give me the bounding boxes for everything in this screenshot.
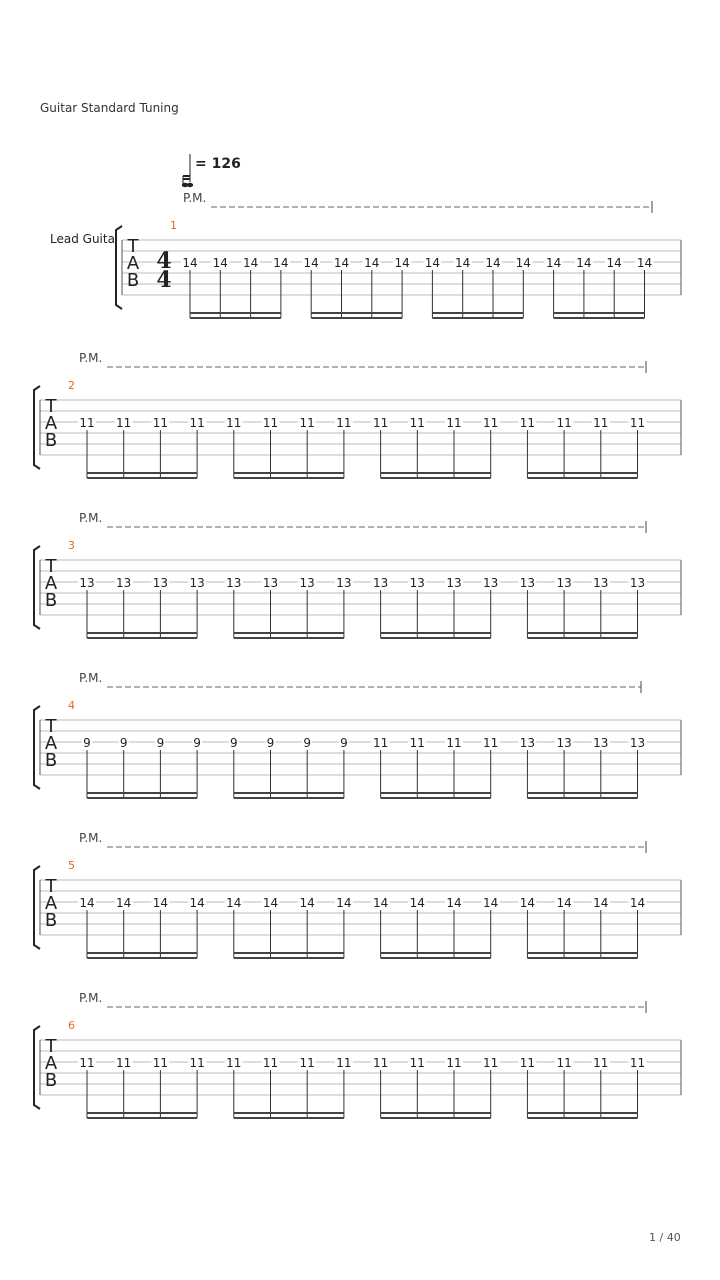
tab-note: 13 <box>226 576 242 590</box>
tab-note: 14 <box>242 256 259 270</box>
measure-number: 5 <box>68 859 75 872</box>
tab-note: 11 <box>336 1056 352 1070</box>
tab-system-1 <box>0 190 720 350</box>
tab-note: 13 <box>519 576 536 590</box>
tab-note: 14 <box>303 256 319 270</box>
tab-note: 14 <box>394 256 410 270</box>
tab-note: 14 <box>336 896 352 910</box>
tab-system-6 <box>0 990 720 1150</box>
measure-number: 4 <box>68 699 75 712</box>
tab-note: 11 <box>116 1056 132 1070</box>
tab-note: 14 <box>606 256 622 270</box>
tab-clef-letter: B <box>44 910 58 931</box>
tab-note: 14 <box>333 256 350 270</box>
tab-note: 11 <box>409 1056 425 1070</box>
time-signature-bottom: 4 <box>156 267 172 293</box>
tab-note: 11 <box>372 736 389 750</box>
tab-note: 13 <box>629 736 646 750</box>
page-number: 1 / 40 <box>649 1231 681 1244</box>
tab-note: 14 <box>424 256 441 270</box>
tab-note: 13 <box>262 576 279 590</box>
tab-clef-letter: T <box>45 716 57 737</box>
tab-note: 11 <box>372 1056 389 1070</box>
tab-note: 14 <box>545 256 562 270</box>
tab-note: 11 <box>152 416 169 430</box>
palm-mute-label: P.M. <box>183 191 207 205</box>
tab-note: 13 <box>372 576 389 590</box>
tab-note: 9 <box>266 736 275 750</box>
tab-note: 11 <box>336 416 352 430</box>
measure-number: 6 <box>68 1019 75 1032</box>
tab-note: 14 <box>515 256 531 270</box>
tab-note: 14 <box>152 896 169 910</box>
tab-note: 13 <box>556 576 572 590</box>
tab-system-5 <box>0 830 720 990</box>
staff-bracket <box>34 546 40 629</box>
tab-note: 14 <box>483 896 499 910</box>
tab-clef-letter: B <box>44 590 58 611</box>
tab-clef-letter: B <box>44 430 58 451</box>
tab-staff <box>0 190 720 350</box>
tab-note: 9 <box>193 736 201 750</box>
tab-clef-letter: T <box>127 236 139 257</box>
tab-clef-letter: A <box>44 1053 58 1074</box>
tab-note: 14 <box>556 896 572 910</box>
tab-note: 14 <box>576 256 592 270</box>
tab-note: 14 <box>226 896 242 910</box>
tab-note: 11 <box>593 1056 609 1070</box>
staff-bracket <box>34 866 40 949</box>
tab-note: 14 <box>182 256 198 270</box>
tab-note: 14 <box>189 896 205 910</box>
staff-bracket <box>34 386 40 469</box>
tab-note: 11 <box>299 1056 315 1070</box>
tab-note: 11 <box>262 416 279 430</box>
tab-note: 14 <box>485 256 501 270</box>
tab-note: 13 <box>409 576 425 590</box>
tab-note: 13 <box>593 736 609 750</box>
tab-note: 14 <box>273 256 289 270</box>
tempo-value: = 126 <box>195 156 241 172</box>
tab-note: 11 <box>446 416 462 430</box>
staff-bracket <box>34 1026 40 1109</box>
tab-note: 11 <box>189 1056 205 1070</box>
tab-clef-letter: A <box>126 253 140 274</box>
tab-note: 11 <box>593 416 609 430</box>
tab-system-4 <box>0 670 720 830</box>
palm-mute-label: P.M. <box>79 351 103 365</box>
track-name: Lead Guita <box>50 232 115 246</box>
tab-note: 11 <box>483 416 499 430</box>
tab-note: 14 <box>446 896 462 910</box>
tab-note: 14 <box>593 896 609 910</box>
tab-clef-letter: T <box>45 556 57 577</box>
tab-note: 11 <box>262 1056 279 1070</box>
palm-mute-label: P.M. <box>79 831 103 845</box>
tab-clef-letter: B <box>44 1070 58 1091</box>
measure-number: 2 <box>68 379 75 392</box>
sixteenth-note-icon <box>181 152 195 190</box>
tab-clef-letter: T <box>45 1036 57 1057</box>
tab-note: 14 <box>629 896 646 910</box>
tab-clef-letter: A <box>44 733 58 754</box>
tab-clef-letter: A <box>44 573 58 594</box>
tab-note: 13 <box>446 576 462 590</box>
tab-note: 11 <box>629 416 646 430</box>
tab-note: 11 <box>446 1056 462 1070</box>
tab-system-3 <box>0 510 720 670</box>
tab-note: 11 <box>483 736 499 750</box>
tab-note: 13 <box>519 736 536 750</box>
palm-mute-label: P.M. <box>79 991 103 1005</box>
time-signature-top: 4 <box>156 248 172 274</box>
measure-number: 3 <box>68 539 75 552</box>
tab-note: 11 <box>446 736 462 750</box>
tab-clef-letter: B <box>44 750 58 771</box>
tab-note: 13 <box>79 576 95 590</box>
tab-note: 13 <box>116 576 132 590</box>
tempo-marking <box>181 152 261 192</box>
tab-clef-letter: T <box>45 876 57 897</box>
tab-note: 9 <box>229 736 238 750</box>
tab-note: 13 <box>593 576 609 590</box>
palm-mute-label: P.M. <box>79 511 103 525</box>
tab-note: 9 <box>303 736 312 750</box>
tuning-label: Guitar Standard Tuning <box>40 101 179 115</box>
tab-note: 13 <box>189 576 205 590</box>
tab-note: 13 <box>299 576 315 590</box>
tab-note: 14 <box>455 256 471 270</box>
staff-bracket <box>116 226 122 309</box>
tab-note: 14 <box>262 896 279 910</box>
tab-note: 13 <box>629 576 646 590</box>
tab-note: 11 <box>556 1056 572 1070</box>
tab-clef-letter: A <box>44 413 58 434</box>
tab-staff <box>0 990 720 1150</box>
tab-note: 11 <box>556 416 572 430</box>
tab-note: 14 <box>519 896 536 910</box>
tab-note: 13 <box>556 736 572 750</box>
tab-note: 9 <box>156 736 165 750</box>
tab-note: 11 <box>189 416 205 430</box>
tab-staff <box>0 670 720 830</box>
tab-note: 11 <box>79 416 95 430</box>
tab-note: 13 <box>336 576 352 590</box>
tab-note: 14 <box>299 896 315 910</box>
measure-number: 1 <box>170 219 177 232</box>
tab-note: 14 <box>409 896 425 910</box>
tab-clef-letter: B <box>126 270 140 291</box>
tab-clef-letter: T <box>45 396 57 417</box>
tab-system-2 <box>0 350 720 510</box>
tab-staff <box>0 830 720 990</box>
tab-note: 11 <box>519 1056 536 1070</box>
tab-note: 11 <box>372 416 389 430</box>
tab-note: 9 <box>119 736 128 750</box>
tab-note: 9 <box>340 736 348 750</box>
staff-bracket <box>34 706 40 789</box>
tab-note: 11 <box>226 1056 242 1070</box>
tab-clef-letter: A <box>44 893 58 914</box>
tab-note: 11 <box>629 1056 646 1070</box>
tab-note: 14 <box>79 896 95 910</box>
tab-note: 9 <box>83 736 91 750</box>
tab-note: 11 <box>409 736 425 750</box>
tab-note: 13 <box>483 576 499 590</box>
tab-note: 13 <box>152 576 169 590</box>
tab-note: 11 <box>483 1056 499 1070</box>
tab-staff <box>0 350 720 510</box>
tab-note: 11 <box>299 416 315 430</box>
tab-note: 14 <box>372 896 389 910</box>
tab-note: 11 <box>409 416 425 430</box>
tab-note: 11 <box>226 416 242 430</box>
tab-note: 11 <box>79 1056 95 1070</box>
tab-note: 11 <box>519 416 536 430</box>
palm-mute-label: P.M. <box>79 671 103 685</box>
tab-note: 14 <box>212 256 228 270</box>
tab-note: 14 <box>364 256 380 270</box>
tab-note: 11 <box>152 1056 169 1070</box>
tab-note: 14 <box>636 256 653 270</box>
tab-note: 14 <box>116 896 132 910</box>
tab-note: 11 <box>116 416 132 430</box>
tab-staff <box>0 510 720 670</box>
